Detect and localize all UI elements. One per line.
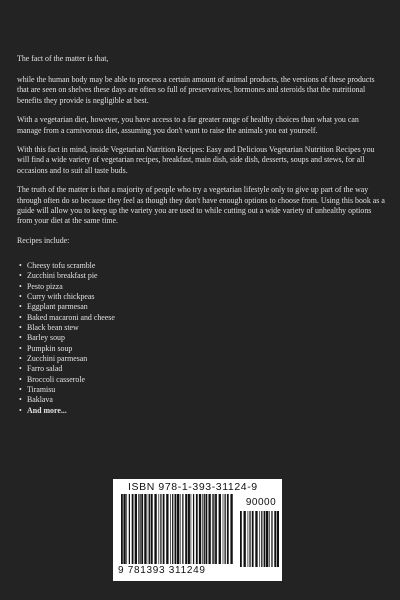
recipe-item-label: Broccoli casserole — [27, 374, 86, 384]
list-item — [17, 354, 385, 364]
barcode-bar — [259, 511, 260, 567]
barcode-bar — [151, 494, 153, 564]
blurb-text — [17, 54, 385, 416]
barcode-bar — [219, 494, 221, 564]
recipe-item-label: Pesto pizza — [27, 281, 63, 291]
list-item — [17, 395, 385, 405]
barcode-bar — [163, 494, 165, 564]
barcode-bar — [199, 494, 201, 564]
bullet-icon: • — [19, 395, 22, 405]
recipe-item-label: Pumpkin soup — [27, 343, 73, 353]
list-item — [17, 271, 385, 281]
barcode-bar — [212, 494, 213, 564]
blurb-paragraph-5: The truth of the matter is that a majority of people who try a vegetarian lifestyle only to give up part of the way through often do so because they feel as though they don't have enough options to choose from. Using this book as a guide will allow you to keep up the variety you are used to while cutting out a wide variety of unhealthy options from your diet at the same time. — [17, 185, 385, 225]
recipe-more-label: And more... — [27, 405, 67, 415]
barcode-bar — [160, 494, 161, 564]
recipe-item-label: Zucchini parmesan — [27, 353, 88, 363]
list-item — [17, 302, 385, 312]
barcode-bar — [274, 511, 276, 567]
list-item — [17, 344, 385, 354]
recipe-item-label: Barley soup — [27, 333, 65, 343]
barcode-bars — [120, 494, 235, 564]
barcode-bar — [196, 494, 198, 564]
bullet-icon: • — [19, 281, 22, 291]
barcode-bar — [154, 494, 156, 564]
barcode-bar — [266, 511, 268, 567]
bullet-icon: • — [19, 291, 22, 301]
ean-number: 9 781393 311249 — [118, 565, 206, 576]
list-item — [17, 261, 385, 271]
barcode-bar — [123, 494, 125, 564]
barcode-bar — [208, 494, 210, 564]
recipe-item-label: Baked macaroni and cheese — [27, 312, 115, 322]
recipe-item-label: Farro salad — [27, 364, 63, 374]
barcode-bar — [175, 494, 177, 564]
barcode-bar — [248, 511, 249, 567]
barcode-bar — [252, 511, 254, 567]
barcode-bar — [215, 494, 217, 564]
list-item — [17, 282, 385, 292]
barcode-bar — [213, 494, 214, 564]
recipe-item-label: Black bean stew — [27, 322, 79, 332]
recipe-item-label: Tiramisu — [27, 384, 56, 394]
barcode-bar — [230, 494, 232, 564]
barcode-bar — [185, 494, 187, 564]
recipe-item-label: Eggplant parmesan — [27, 302, 88, 312]
recipes-label: Recipes include: — [17, 235, 70, 245]
barcode-bar — [170, 494, 171, 564]
barcode-bar — [271, 511, 272, 567]
barcode-bar — [182, 494, 183, 564]
bullet-icon: • — [19, 302, 22, 312]
price-code: 90000 — [245, 497, 277, 508]
barcode-bar — [269, 511, 270, 567]
barcode-bar — [277, 511, 279, 567]
barcode-bar — [180, 494, 181, 564]
barcode-bar — [240, 511, 242, 567]
barcode-bar — [129, 494, 130, 564]
recipe-item-label: Curry with chickpeas — [27, 291, 95, 301]
barcode-bar — [193, 494, 194, 564]
blurb-paragraph-4: With this fact in mind, inside Vegetarian Nutrition Recipes: Easy and Delicious Vegetarian Nutrition Recipes you will find a wide variety of vegetarian recipes, breakfast, main dish, side dish, desserts, soups and stews, for all occasions and to suit all taste buds. — [17, 145, 375, 175]
barcode-bar — [223, 494, 224, 564]
barcode-bar — [158, 494, 159, 564]
list-item — [17, 385, 385, 395]
barcode-bar — [225, 494, 226, 564]
recipe-item-label: Zucchini breakfast pie — [27, 271, 98, 281]
barcode-bar — [227, 494, 229, 564]
blurb-paragraph-1: The fact of the matter is that, — [17, 54, 109, 63]
blurb-paragraph-2: while the human body may be able to process a certain amount of animal products, the versions of these products that are seen on shelves these days are often so full of preservatives, hormones and steroids that the nutritional benefits they provide is negligible at best. — [17, 75, 375, 105]
barcode-bar — [121, 494, 123, 564]
list-item — [17, 323, 385, 333]
recipe-list — [17, 261, 385, 416]
list-item — [17, 364, 385, 374]
barcode-bar — [261, 511, 262, 567]
barcode-bar — [135, 494, 137, 564]
barcode-bar — [172, 494, 173, 564]
barcode-bar — [149, 494, 150, 564]
barcode-bar — [166, 494, 168, 564]
bullet-icon: • — [19, 312, 22, 322]
list-item — [17, 375, 385, 385]
barcode-bar — [255, 511, 257, 567]
list-item — [17, 333, 385, 343]
barcode-bar — [132, 494, 134, 564]
barcode-bar — [139, 494, 140, 564]
isbn-number: ISBN 978-1-393-31124-9 — [128, 481, 258, 493]
list-item — [17, 313, 385, 323]
bullet-icon: • — [19, 364, 22, 374]
barcode-bar — [244, 511, 246, 567]
barcode-bar — [188, 494, 190, 564]
barcode-bar — [249, 511, 250, 567]
isbn-barcode — [113, 479, 282, 581]
bullet-icon: • — [19, 271, 22, 281]
barcode-bar — [177, 494, 179, 564]
blurb-paragraph-3: With a vegetarian diet, however, you have access to a far greater range of healthy choices than what you can manage from a carnivorous diet, assuming you don't want to raise the animals you eat yourself. — [17, 115, 359, 135]
barcode-addon-bars — [239, 511, 279, 567]
bullet-icon: • — [19, 374, 22, 384]
barcode-bar — [141, 494, 143, 564]
barcode-bar — [126, 494, 127, 564]
barcode-bar — [138, 494, 139, 564]
barcode-bar — [148, 494, 149, 564]
barcode-bar — [191, 494, 192, 564]
bullet-icon: • — [19, 343, 22, 353]
bullet-icon: • — [19, 384, 22, 394]
barcode-bar — [204, 494, 205, 564]
list-item-more — [17, 406, 385, 416]
barcode-bar — [264, 511, 266, 567]
bullet-icon: • — [19, 322, 22, 332]
barcode-bar — [144, 494, 146, 564]
bullet-icon: • — [19, 333, 22, 343]
recipe-item-label: Baklava — [27, 395, 53, 405]
barcode-bar — [202, 494, 203, 564]
bullet-icon: • — [19, 405, 22, 415]
bullet-icon: • — [19, 353, 22, 363]
bullet-icon: • — [19, 260, 22, 270]
list-item — [17, 292, 385, 302]
recipe-item-label: Cheesy tofu scramble — [27, 260, 96, 270]
barcode-bar — [206, 494, 208, 564]
